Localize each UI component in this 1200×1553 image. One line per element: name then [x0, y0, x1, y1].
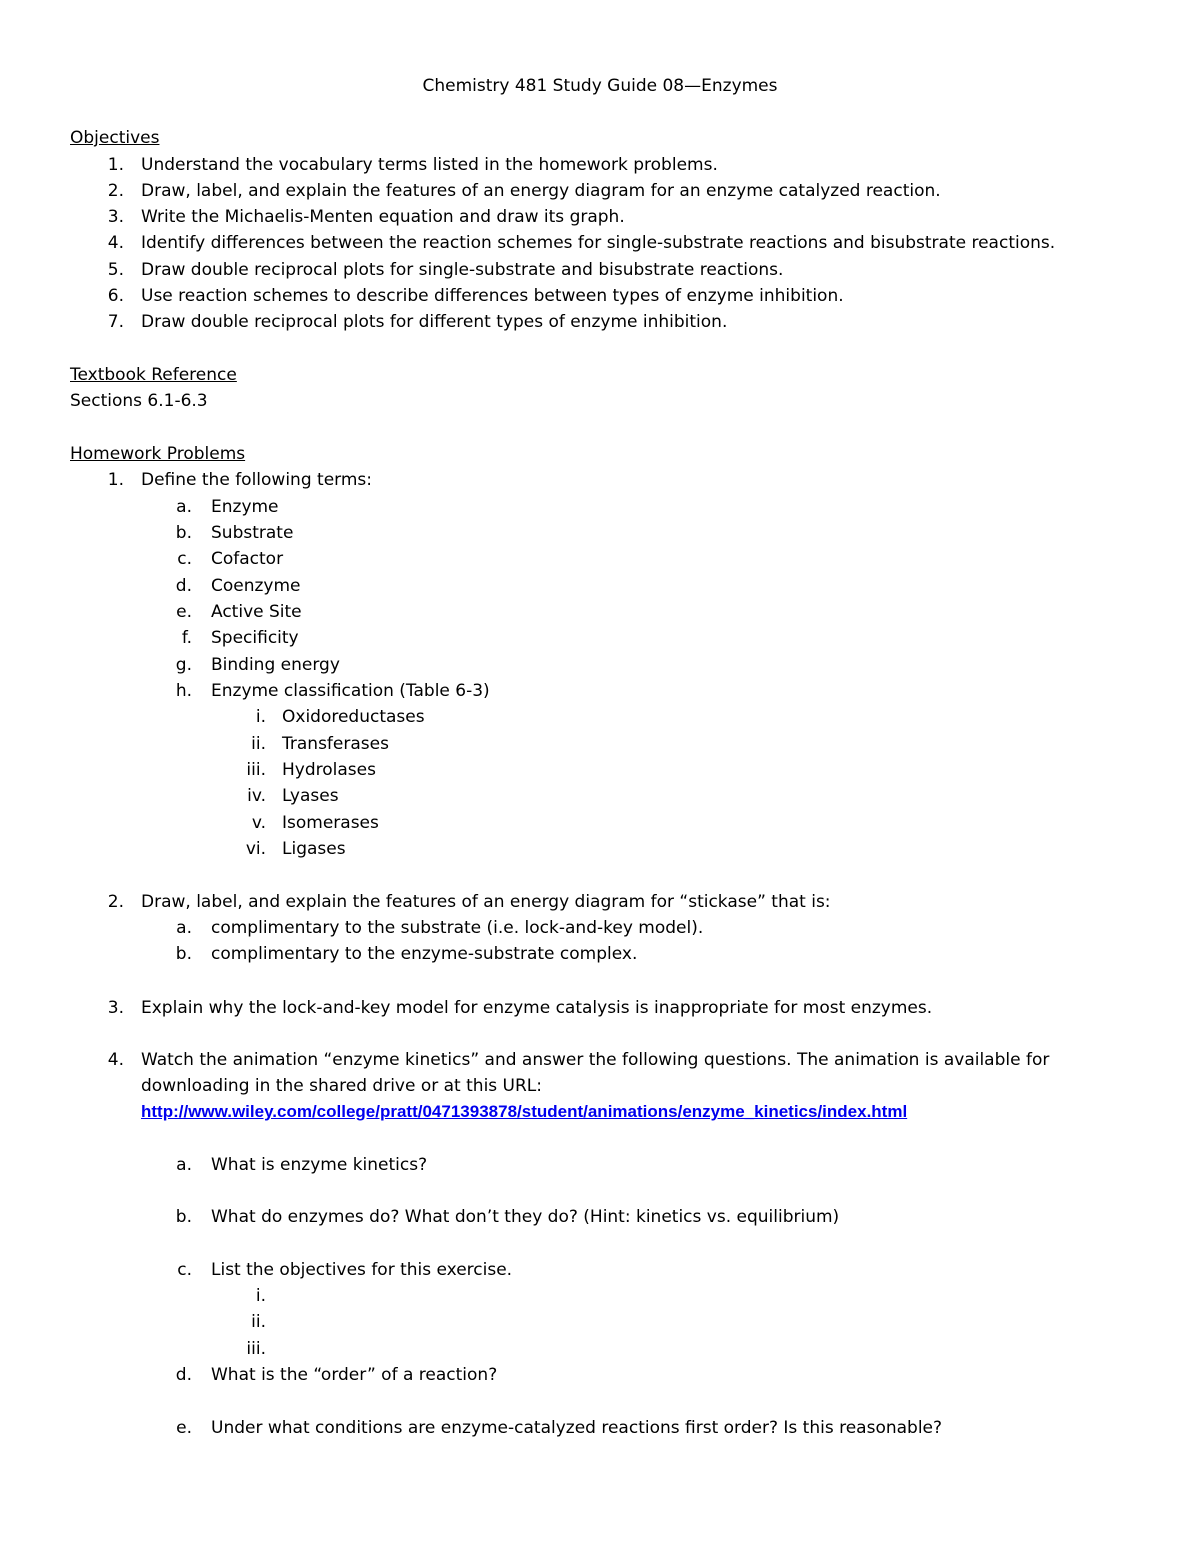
roman-numeral: iv. — [247, 786, 266, 806]
objective-item: Identify differences between the reaction schemes for single-substrate reactions and bisubstrate reactions. — [141, 233, 1056, 253]
problem-number: 3. — [107, 998, 124, 1018]
objectives-heading: Objectives — [70, 128, 160, 148]
objective-number: 1. — [107, 155, 124, 175]
classification-item: Lyases — [282, 786, 339, 806]
term-item: Substrate — [211, 523, 294, 543]
sub-item-letter: e. — [176, 602, 192, 622]
sub-item-letter: a. — [176, 497, 192, 517]
sub-item-letter: a. — [176, 918, 192, 938]
term-item: Coenzyme — [211, 576, 301, 596]
objective-item: Draw, label, and explain the features of an energy diagram for an enzyme catalyzed reaction. — [141, 181, 941, 201]
objective-number: 6. — [107, 286, 124, 306]
sub-item-letter: f. — [181, 628, 192, 648]
sub-item-letter: h. — [175, 681, 192, 701]
objective-item: Understand the vocabulary terms listed in the homework problems. — [141, 155, 718, 175]
objective-number: 4. — [107, 233, 124, 253]
term-item: Active Site — [211, 602, 302, 622]
homework-heading: Homework Problems — [70, 444, 246, 464]
question-a: What is enzyme kinetics? — [211, 1155, 428, 1175]
problem-number: 4. — [107, 1050, 124, 1070]
roman-numeral: ii. — [251, 734, 266, 754]
sub-item-letter: e. — [176, 1418, 192, 1438]
problem-2-subitem: complimentary to the substrate (i.e. lock-and-key model). — [211, 918, 704, 938]
term-item: Enzyme — [211, 497, 279, 517]
classification-item: Isomerases — [282, 813, 379, 833]
sub-item-letter: d. — [175, 1365, 192, 1385]
problem-4-text-line1: Watch the animation “enzyme kinetics” and answer the following questions. The animation is available for — [141, 1050, 1050, 1070]
roman-numeral: i. — [255, 707, 266, 727]
sub-item-letter: b. — [175, 1207, 192, 1227]
term-item: Specificity — [211, 628, 299, 648]
term-item: Binding energy — [211, 655, 340, 675]
objective-number: 3. — [107, 207, 124, 227]
textbook-heading: Textbook Reference — [70, 365, 237, 385]
roman-numeral: i. — [255, 1286, 266, 1306]
classification-item: Transferases — [282, 734, 389, 754]
animation-url-link[interactable]: http://www.wiley.com/college/pratt/0471393878/student/animations/enzyme_kinetics/index.html — [141, 1102, 908, 1121]
objective-number: 2. — [107, 181, 124, 201]
problem-4-text-line2: downloading in the shared drive or at this URL: — [141, 1076, 543, 1096]
objective-number: 5. — [107, 260, 124, 280]
problem-number: 1. — [107, 470, 124, 490]
problem-1-text: Define the following terms: — [141, 470, 372, 490]
sub-item-letter: b. — [175, 523, 192, 543]
page-title: Chemistry 481 Study Guide 08—Enzymes — [422, 76, 778, 96]
roman-numeral: ii. — [251, 1312, 266, 1332]
sub-item-letter: a. — [176, 1155, 192, 1175]
problem-number: 2. — [107, 892, 124, 912]
question-b: What do enzymes do? What don’t they do? (Hint: kinetics vs. equilibrium) — [211, 1207, 840, 1227]
sub-item-letter: g. — [175, 655, 192, 675]
textbook-sections: Sections 6.1-6.3 — [70, 391, 208, 411]
sub-item-letter: c. — [177, 549, 192, 569]
objective-item: Write the Michaelis-Menten equation and draw its graph. — [141, 207, 625, 227]
term-item: Cofactor — [211, 549, 284, 569]
classification-item: Oxidoreductases — [282, 707, 425, 727]
objective-item: Draw double reciprocal plots for different types of enzyme inhibition. — [141, 312, 728, 332]
question-e: Under what conditions are enzyme-catalyzed reactions first order? Is this reasonable? — [211, 1418, 943, 1438]
problem-2-text: Draw, label, and explain the features of an energy diagram for “stickase” that is: — [141, 892, 831, 912]
term-item: Enzyme classification (Table 6-3) — [211, 681, 490, 701]
url-line — [141, 1099, 907, 1125]
objective-item: Draw double reciprocal plots for single-substrate and bisubstrate reactions. — [141, 260, 784, 280]
sub-item-letter: b. — [175, 944, 192, 964]
roman-numeral: vi. — [245, 839, 266, 859]
question-d: What is the “order” of a reaction? — [211, 1365, 498, 1385]
roman-numeral: v. — [251, 813, 266, 833]
problem-3-text: Explain why the lock-and-key model for enzyme catalysis is inappropriate for most enzymes. — [141, 998, 933, 1018]
sub-item-letter: d. — [175, 576, 192, 596]
roman-numeral: iii. — [246, 760, 266, 780]
classification-item: Hydrolases — [282, 760, 376, 780]
problem-2-subitem: complimentary to the enzyme-substrate complex. — [211, 944, 638, 964]
roman-numeral: iii. — [246, 1339, 266, 1359]
sub-item-letter: c. — [177, 1260, 192, 1280]
classification-item: Ligases — [282, 839, 346, 859]
objective-number: 7. — [107, 312, 124, 332]
objective-item: Use reaction schemes to describe differences between types of enzyme inhibition. — [141, 286, 844, 306]
question-c: List the objectives for this exercise. — [211, 1260, 513, 1280]
